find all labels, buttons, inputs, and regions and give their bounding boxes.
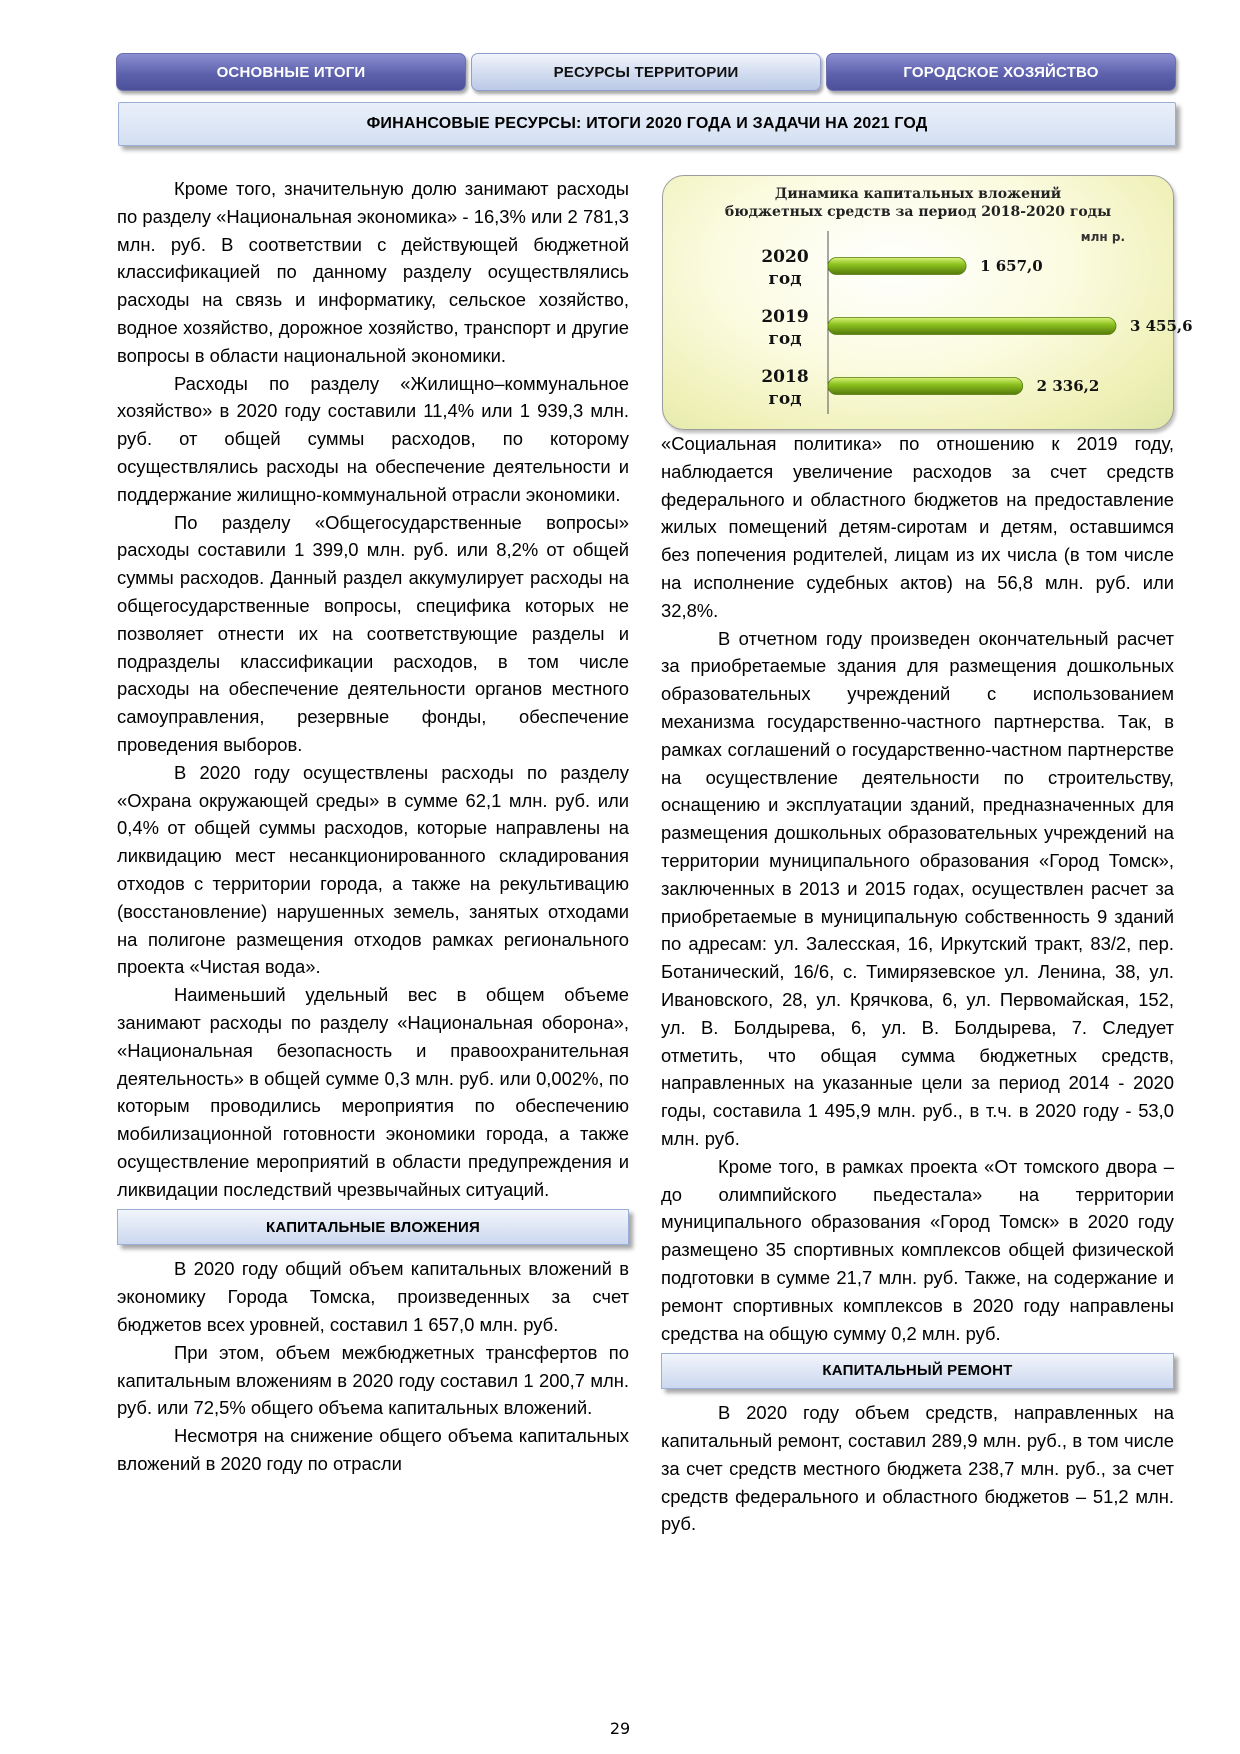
page-number: 29 xyxy=(609,1719,631,1738)
chart-category-year: 2019 xyxy=(761,307,809,327)
chart-title-line-2: бюджетных средств за период 2018-2020 годы xyxy=(724,204,1112,220)
paragraph: При этом, объем межбюджетных трансфертов по капитальным вложениям в 2020 году составил 1 200,7 млн. руб. или 72,5% общего объема капитальных вложений. xyxy=(117,1341,629,1419)
paragraph: В 2020 году общий объем капитальных вложений в экономику Города Томска, произведенных за счет бюджетов всех уровней, составил 1 657,0 млн. руб. xyxy=(117,1258,629,1336)
paragraph: В 2020 году осуществлены расходы по разделу «Охрана окружающей среды» в сумме 62,1 млн. руб. или 0,4% от общей суммы расходов, которые направлены на ликвидацию мест несанкционированного складирования отходов с территории города, а также на рекультивацию (восстановление) нарушенных земель, занятых отходами на полигоне размещения отходов рамках регионального проекта «Чистая вода». xyxy=(117,761,629,978)
paragraph: В отчетном году произведен окончательный расчет за приобретаемые здания для размещения дошкольных образовательных учреждений с использованием механизма государственно-частного партнерства. Так, в рамках соглашений о государственно-частном партнерстве на осуществление деятельности по строительству, оснащению и эксплуатации зданий, предназначенных для размещения дошкольных образовательных учреждений на территории муниципального образования «Город Томск», заключенных в 2013 и 2015 годах, осуществлен расчет за приобретаемые в муниципальную собственность 9 зданий по адресам: ул. Залесская, 16, Иркутский тракт, 83/2, пер. Ботанический, 16/6, с. Тимирязевское ул. Ленина, 38, ул. Ивановского, 28, ул. Крячкова, 6, ул. Первомайская, 152, ул. В. Болдырева, 6, ул. В. Болдырева, 7. Следует отметить, что общая сумма бюджетных средств, направленных на указанные цели за период 2014 - 2020 годы, составила 1 495,9 млн. руб., в т.ч. в 2020 году - 53,0 млн. руб. xyxy=(661,627,1174,1149)
subheading-capital-repair: КАПИТАЛЬНЫЙ РЕМОНТ xyxy=(661,1353,1174,1389)
paragraph: Наименьший удельный вес в общем объеме занимают расходы по разделу «Национальная оборона», «Национальная безопасность и правоохранительная деятельность» в общей сумме 0,3 млн. руб. или 0,002%, по которым проводились мероприятия по обеспечению мобилизационной готовности экономики города, а также осуществление мероприятий в области предупреждения и ликвидации последствий чрезвычайных ситуаций. xyxy=(117,984,629,1200)
right-column xyxy=(661,430,1174,1538)
chart-bar xyxy=(828,318,1116,335)
chart-data-label: 3 455,6 xyxy=(1129,317,1193,335)
chart-category-suffix: год xyxy=(768,329,802,349)
chart-unit-label: млн р. xyxy=(1080,230,1125,244)
paragraph: В 2020 году объем средств, направленных на капитальный ремонт, составил 289,9 млн. руб., в том числе за счет средств местного бюджета 238,7 млн. руб., за счет средств федерального и областного бюджетов – 51,2 млн. руб. xyxy=(661,1402,1174,1535)
tab-territory-resources[interactable]: РЕСУРСЫ ТЕРРИТОРИИ xyxy=(471,53,821,91)
paragraph: Расходы по разделу «Жилищно–коммунальное хозяйство» в 2020 году составили 11,4% или 1 939,3 млн. руб. от общей суммы расходов, по которому осуществлялись расходы на обеспечение деятельности и поддержание жилищно-коммунальной отрасли экономики. xyxy=(117,372,629,505)
chart-data-label: 2 336,2 xyxy=(1036,377,1100,395)
chart-category-year: 2020 xyxy=(761,247,809,267)
paragraph: Кроме того, значительную долю занимают расходы по разделу «Национальная экономика» - 16,3% или 2 781,3 млн. руб. В соответствии с действующей бюджетной классификацией по данному разделу осуществлялись расходы на связь и информатику, сельское хозяйство, водное хозяйство, дорожное хозяйство, транспорт и другие вопросы в области национальной экономики. xyxy=(117,178,629,366)
paragraph: По разделу «Общегосударственные вопросы» расходы составили 1 399,0 млн. руб. или 8,2% от общей суммы расходов. Данный раздел аккумулирует расходы на общегосударственные вопросы, специфика которых не позволяет отнести их на соответствующие разделы и подразделы классификации расходов, в том числе расходы на обеспечение деятельности органов местного самоуправления, резервные фонды, обеспечение проведения выборов. xyxy=(117,511,629,755)
chart-title-line-1: Динамика капитальных вложений xyxy=(774,186,1062,202)
top-navigation xyxy=(116,53,1176,93)
paragraph: Кроме того, в рамках проекта «От томского двора – до олимпийского пьедестала» на территории муниципального образования «Город Томск» в 2020 году размещено 35 спортивных комплексов общей физической подготовки в сумме 21,7 млн. руб. Также, на содержание и ремонт спортивных комплексов в 2020 году направлены средства на общую сумму 0,2 млн. руб. xyxy=(661,1155,1174,1344)
chart-bar xyxy=(828,378,1023,395)
tab-main-results[interactable]: ОСНОВНЫЕ ИТОГИ xyxy=(116,53,466,91)
paragraph: «Социальная политика» по отношению к 2019 году, наблюдается увеличение расходов за счет средств федерального и областного бюджетов на предоставление жилых помещений детям-сиротам и детям, оставшимся без попечения родителей, лицам из их числа (в том числе на исполнение судебных актов) на 56,8 млн. руб. или 32,8%. xyxy=(661,433,1174,621)
chart-canvas xyxy=(663,176,1193,429)
paragraph: Несмотря на снижение общего объема капитальных вложений в 2020 году по отрасли xyxy=(117,1425,629,1475)
left-column xyxy=(117,175,629,1478)
chart-bar xyxy=(828,258,966,275)
chart-data-label: 1 657,0 xyxy=(980,257,1043,275)
section-title: ФИНАНСОВЫЕ РЕСУРСЫ: ИТОГИ 2020 ГОДА И ЗАДАЧИ НА 2021 ГОД xyxy=(118,102,1176,146)
chart-category-suffix: год xyxy=(768,269,802,289)
chart-category-suffix: год xyxy=(768,389,802,409)
tab-city-economy[interactable]: ГОРОДСКОЕ ХОЗЯЙСТВО xyxy=(826,53,1176,91)
chart-category-year: 2018 xyxy=(761,367,809,387)
subheading-capital-investments: КАПИТАЛЬНЫЕ ВЛОЖЕНИЯ xyxy=(117,1209,629,1245)
capital-investments-chart xyxy=(662,175,1193,430)
